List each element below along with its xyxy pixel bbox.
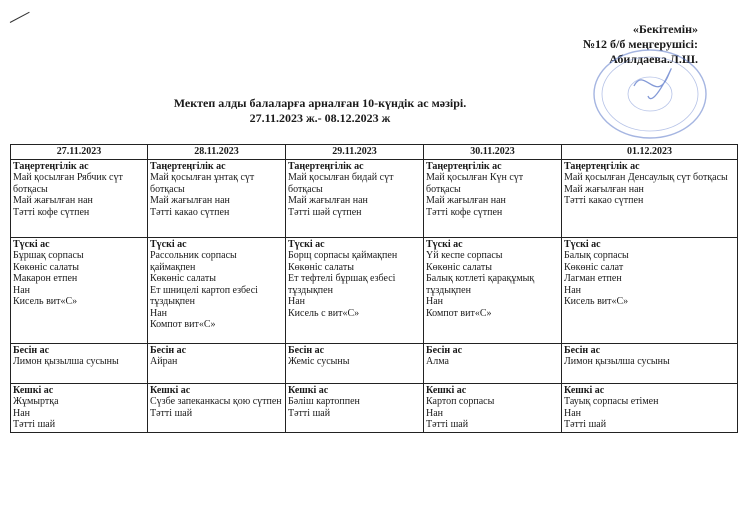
dish: Тәтті какао сүтпен <box>150 206 230 218</box>
dish: Нан <box>426 296 444 307</box>
dish: Тәтті шай <box>288 407 331 419</box>
dish: Жеміс сусыны <box>288 356 350 367</box>
dinner-cell <box>424 383 562 432</box>
approval-label: «Бекітемін» <box>632 22 698 36</box>
dish: Май жағылған нан <box>13 195 93 206</box>
dish: Тәтті шай <box>13 419 56 430</box>
official-stamp <box>590 46 710 142</box>
dish: Кисель с вит«С» <box>288 307 360 319</box>
title-main: Мектеп алды балаларға арналған 10-күндік ас мәзірі. <box>173 96 467 110</box>
signature-stroke <box>634 69 671 99</box>
dish: Макарон етпен <box>13 273 78 284</box>
dish: Май қосылған Рябчик сүт ботқасы <box>13 172 123 195</box>
dish: Май жағылған нан <box>426 195 506 206</box>
snack-cell <box>11 343 148 383</box>
meal-title: Түскі ас <box>150 238 187 250</box>
dish: Айран <box>150 356 178 367</box>
date-header: 01.12.2023 <box>562 145 738 160</box>
dish: Картоп сорпасы <box>426 396 495 407</box>
dish: Май қосылған Денсаулық сүт ботқасы <box>564 172 728 183</box>
dish: Лимон қызылша сусыны <box>564 356 670 367</box>
document-title <box>0 96 640 126</box>
date-header-row <box>11 145 738 160</box>
dish: Кисель вит«С» <box>13 296 78 307</box>
dinner-cell <box>11 383 148 432</box>
meal-title: Таңертеңгілік ас <box>150 160 226 172</box>
dinner-row <box>11 383 738 432</box>
dish: Май жағылған нан <box>288 195 368 206</box>
breakfast-cell <box>424 159 562 237</box>
dish: Лагман етпен <box>564 273 622 284</box>
dish: Ет тефтелі бұршақ езбесі тұздықпен <box>288 273 396 296</box>
meal-title: Таңертеңгілік ас <box>426 160 502 172</box>
meal-title: Бесін ас <box>150 344 187 356</box>
date-header: 27.11.2023 <box>11 145 148 160</box>
lunch-cell <box>562 237 738 343</box>
date-header: 30.11.2023 <box>424 145 562 160</box>
dish: Нан <box>150 307 168 319</box>
dish: Көкөніс салат <box>564 261 624 273</box>
dish: Тәтті шай <box>426 419 469 430</box>
dish: Компот вит«С» <box>426 307 492 319</box>
meal-title: Кешкі ас <box>13 384 54 396</box>
dish: Тауық сорпасы етімен <box>564 396 659 407</box>
dish: Тәтті кофе сүтпен <box>13 206 90 218</box>
snack-cell <box>286 343 424 383</box>
meal-title: Таңертеңгілік ас <box>13 160 89 172</box>
dish: Бұршақ сорпасы <box>13 250 84 261</box>
dish: Борщ сорпасы қаймақпен <box>288 250 398 261</box>
dinner-cell <box>148 383 286 432</box>
scan-mark <box>10 12 30 23</box>
meal-title: Түскі ас <box>564 238 601 250</box>
date-header: 28.11.2023 <box>148 145 286 160</box>
dinner-cell <box>562 383 738 432</box>
dish: Көкөніс салаты <box>288 261 354 273</box>
dinner-cell <box>286 383 424 432</box>
meal-title: Бесін ас <box>288 344 325 356</box>
breakfast-cell <box>286 159 424 237</box>
dish: Рассольник сорпасы қаймақпен <box>150 250 237 273</box>
dish: Тәтті какао сүтпен <box>564 195 644 206</box>
dish: Тәтті шәй сүтпен <box>288 206 362 218</box>
meal-title: Бесін ас <box>426 344 463 356</box>
snack-cell <box>562 343 738 383</box>
breakfast-row <box>11 159 738 237</box>
lunch-cell <box>148 237 286 343</box>
approval-position: №12 б/б меңгерушісі: <box>582 37 698 51</box>
dish: Көкөніс салаты <box>426 261 492 273</box>
dish: Май жағылған нан <box>150 195 230 206</box>
snack-cell <box>148 343 286 383</box>
lunch-row <box>11 237 738 343</box>
meal-title: Түскі ас <box>13 238 50 250</box>
breakfast-cell <box>11 159 148 237</box>
dish: Көкөніс салаты <box>150 273 216 284</box>
dish: Алма <box>426 356 449 367</box>
dish: Сүзбе запеканкасы қою сүтпен <box>150 396 282 407</box>
dish: Балық сорпасы <box>564 250 629 261</box>
menu-table <box>10 144 738 433</box>
dish: Тәтті кофе сүтпен <box>426 206 503 218</box>
dish: Май қосылған Күн сүт ботқасы <box>426 172 524 195</box>
lunch-cell <box>286 237 424 343</box>
dish: Нан <box>564 407 582 419</box>
dish: Балық котлеті қарақұмық тұздықпен <box>426 273 535 296</box>
approval-signatory: Абилдаева.Л.Ш. <box>609 52 698 66</box>
meal-title: Кешкі ас <box>288 384 329 396</box>
dish: Тәтті шай <box>150 407 193 419</box>
meal-title: Таңертеңгілік ас <box>288 160 364 172</box>
lunch-cell <box>11 237 148 343</box>
dish: Көкөніс салаты <box>13 261 79 273</box>
dish: Бәліш картоппен <box>288 396 360 407</box>
meal-title: Түскі ас <box>288 238 325 250</box>
breakfast-cell <box>562 159 738 237</box>
meal-title: Түскі ас <box>426 238 463 250</box>
snack-row <box>11 343 738 383</box>
dish: Ет шницелі картоп езбесі тұздықпен <box>150 284 258 307</box>
meal-title: Таңертеңгілік ас <box>564 160 640 172</box>
dish: Нан <box>13 407 31 419</box>
breakfast-cell <box>148 159 286 237</box>
meal-title: Кешкі ас <box>426 384 467 396</box>
meal-title: Кешкі ас <box>564 384 605 396</box>
dish: Май жағылған нан <box>564 183 644 195</box>
dish: Кисель вит«С» <box>564 296 629 307</box>
meal-title: Бесін ас <box>13 344 50 356</box>
snack-cell <box>424 343 562 383</box>
dish: Май қосылған ұнтақ сүт ботқасы <box>150 172 255 195</box>
meal-title: Бесін ас <box>564 344 601 356</box>
dish: Лимон қызылша сусыны <box>13 356 119 367</box>
lunch-cell <box>424 237 562 343</box>
dish: Үй кеспе сорпасы <box>426 250 503 261</box>
date-header: 29.11.2023 <box>286 145 424 160</box>
dish: Компот вит«С» <box>150 319 216 330</box>
dish: Май қосылған бидай сүт ботқасы <box>288 172 394 195</box>
title-period: 27.11.2023 ж.- 08.12.2023 ж <box>249 111 391 125</box>
dish: Нан <box>564 284 582 296</box>
dish: Нан <box>426 407 444 419</box>
dish: Нан <box>288 296 306 307</box>
dish: Тәтті шай <box>564 419 607 430</box>
dish: Жұмыртқа <box>13 396 59 407</box>
dish: Нан <box>13 284 31 296</box>
meal-title: Кешкі ас <box>150 384 191 396</box>
